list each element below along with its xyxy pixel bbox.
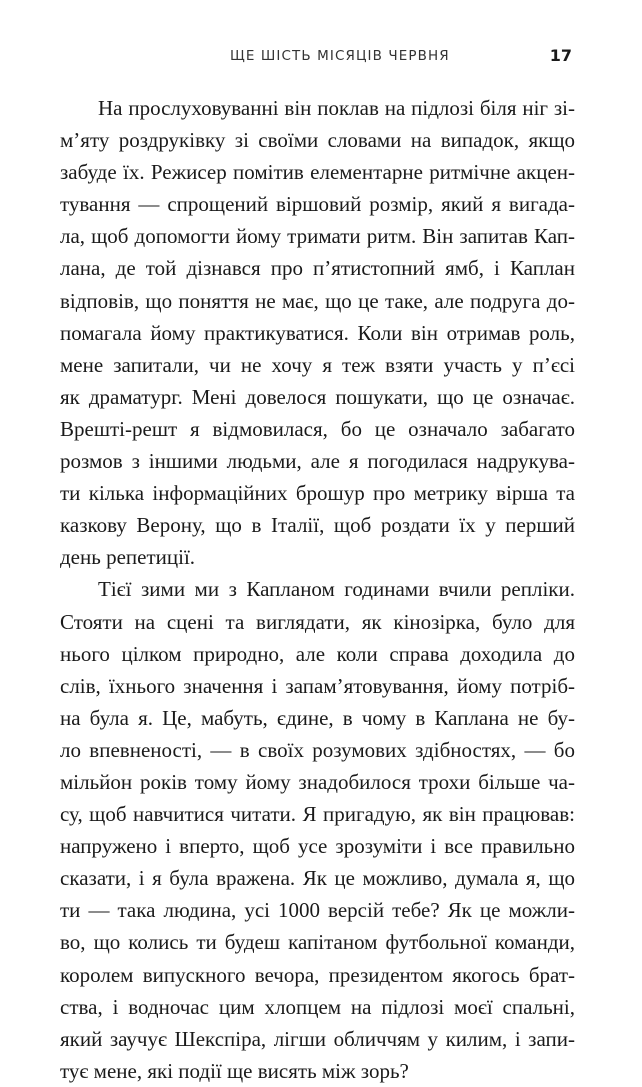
text-line: мільйон років тому йому знадобилося трохи більше ча- xyxy=(60,769,575,794)
text-line: Стояти на сцені та виглядати, як кінозірка, було для xyxy=(60,609,575,634)
text-line: ло впевненості, — в своїх розумових здібностях, — бо xyxy=(60,737,575,762)
text-line: сказати, і я була вражена. Як це можливо, думала я, що xyxy=(60,866,575,891)
text-line: ти — така людина, усі 1000 версій тебе? Як це можли- xyxy=(60,898,575,923)
text-line: слів, їхнього значення і запам’ятовування, йому потріб- xyxy=(60,673,575,698)
text-line: на була я. Це, мабуть, єдине, в чому в Каплана не бу- xyxy=(60,705,575,730)
text-line: мене запитали, чи не хочу я теж взяти участь у п’єсі xyxy=(60,352,575,377)
text-line: день репетиції. xyxy=(60,545,196,570)
text-line: ти кілька інформаційних брошур про метрику вірша та xyxy=(60,481,575,506)
text-line: напружено і вперто, щоб усе зрозуміти і все правильно xyxy=(60,834,575,859)
text-line: лана, де той дізнався про п’ятистопний ямб, і Каплан xyxy=(60,256,575,281)
text-line: нього цілком природно, але коли справа доходила до xyxy=(60,641,575,666)
text-line: во, що колись ти будеш капітаном футбольної команди, xyxy=(60,930,575,955)
text-line: Тієї зими ми з Капланом годинами вчили репліки. xyxy=(98,577,575,602)
text-line: казкову Верону, що в Італії, щоб роздати їх у перший xyxy=(60,513,575,538)
page-number: 17 xyxy=(549,46,572,65)
text-line: су, щоб навчитися читати. Я пригадую, як він працював: xyxy=(60,802,575,827)
text-line: який заучує Шекспіра, лігши обличчям у килим, і запи- xyxy=(60,1026,575,1051)
text-line: тує мене, які події ще висять між зорь? xyxy=(60,1058,409,1083)
body-text xyxy=(60,92,575,1087)
text-line: м’яту роздруківку зі своїми словами на випадок, якщо xyxy=(60,128,575,153)
text-line: помагала йому практикуватися. Коли він отримав роль, xyxy=(60,320,575,345)
text-line: ла, щоб допомогти йому тримати ритм. Він запитав Кап- xyxy=(60,224,575,249)
running-title: ЩЕ ШІСТЬ МІСЯЦІВ ЧЕРВНЯ xyxy=(230,48,450,64)
text-line: відповів, що поняття не має, що це таке, але подруга до- xyxy=(60,288,575,313)
text-line: розмов з іншими людьми, але я погодилася надрукува- xyxy=(60,449,575,474)
paragraph xyxy=(60,573,575,1087)
running-header xyxy=(0,48,642,72)
text-line: ства, і водночас цим хлопцем на підлозі моєї спальні, xyxy=(60,994,575,1019)
text-line: як драматург. Мені довелося пошукати, що це означає. xyxy=(60,384,575,409)
text-line: королем випускного вечора, президентом якогось брат- xyxy=(60,962,575,987)
text-line: Врешті-решт я відмовилася, бо це означало забагато xyxy=(60,416,575,441)
text-line: На прослуховуванні він поклав на підлозі біля ніг зі- xyxy=(98,96,575,120)
text-line: тування — спрощений віршовий розмір, який я вигада- xyxy=(60,192,575,217)
text-line: забуде їх. Режисер помітив елементарне ритмічне акцен- xyxy=(60,160,575,185)
paragraph xyxy=(60,92,575,573)
